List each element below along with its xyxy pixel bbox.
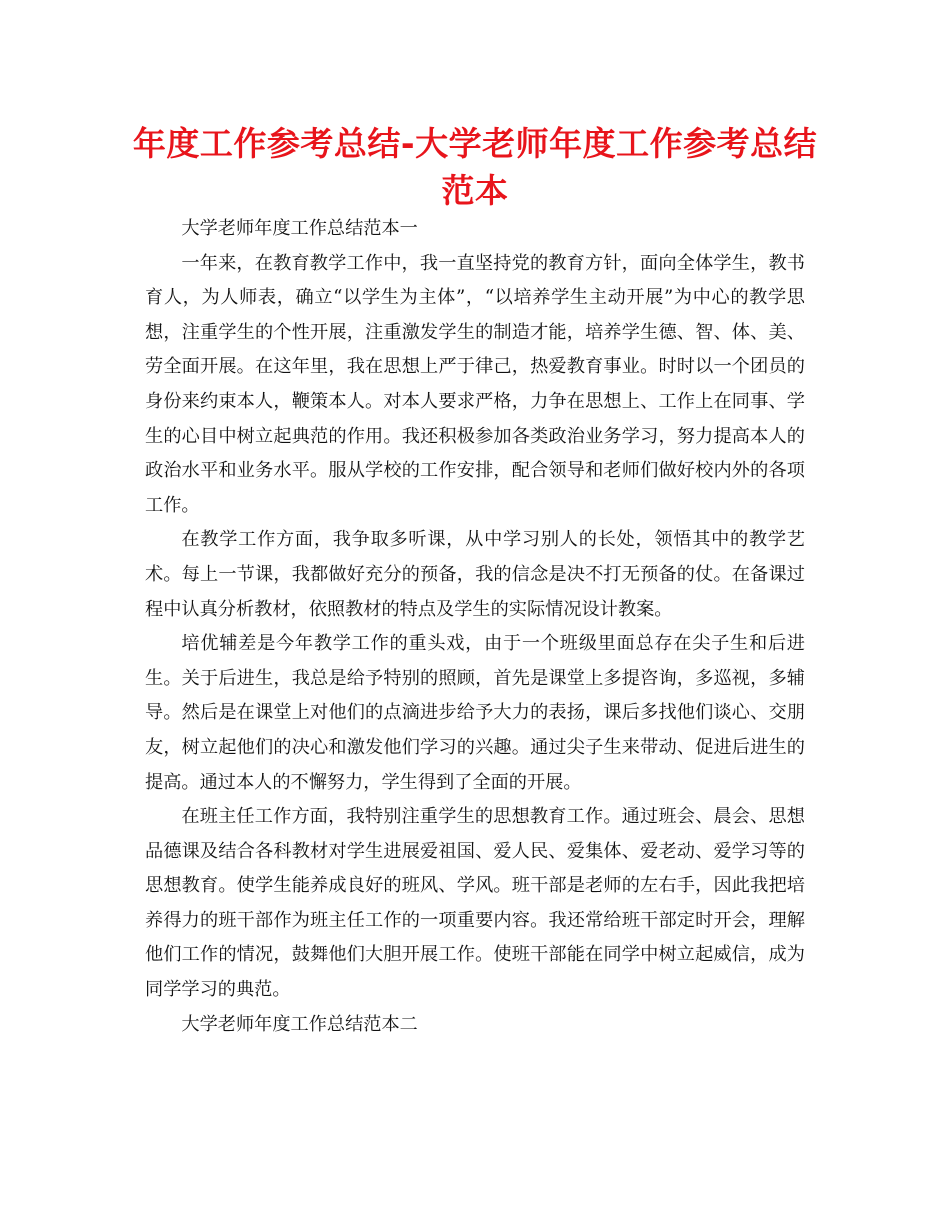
body-paragraph: 在班主任工作方面，我特别注重学生的思想教育工作。通过班会、晨会、思想品德课及结合各科教材对学生进展爱祖国、爱人民、爱集体、爱老动、爱学习等的思想教育。使学生能养成良好的班风、学风。班干部是老师的左右手，因此我把培养得力的班干部作为班主任工作的一项重要内容。我还常给班干部定时开会，理解他们工作的情况，鼓舞他们大胆开展工作。使班干部能在同学中树立起威信，成为同学学习的典范。	[145, 806, 805, 1001]
document-title: 年度工作参考总结-大学老师年度工作参考总结范本	[132, 124, 818, 210]
section-heading-2: 大学老师年度工作总结范本二	[181, 1013, 418, 1035]
body-paragraph: 在教学工作方面，我争取多听课，从中学习别人的长处，领悟其中的教学艺术。每上一节课，我都做好充分的预备，我的信念是决不打无预备的仗。在备课过程中认真分析教材，依照教材的特点及学生的实际情况设计教案。	[145, 529, 805, 620]
body-paragraph: 一年来，在教育教学工作中，我一直坚持党的教育方针，面向全体学生，教书育人，为人师表，确立“以学生为主体”，“以培养学生主动开展”为中心的教学思想，注重学生的个性开展，注重激发学生的制造才能，培养学生德、智、体、美、劳全面开展。在这年里，我在思想上严于律己，热爱教育事业。时时以一个团员的身份来约束本人，鞭策本人。对本人要求严格，力争在思想上、工作上在同事、学生的心目中树立起典范的作用。我还积极参加各类政治业务学习，努力提高本人的政治水平和业务水平。服从学校的工作安排，配合领导和老师们做好校内外的各项工作。	[145, 252, 805, 516]
section-heading-1: 大学老师年度工作总结范本一	[181, 218, 418, 239]
body-paragraph: 培优辅差是今年教学工作的重头戏，由于一个班级里面总存在尖子生和后进生。关于后进生，我总是给予特别的照顾，首先是课堂上多提咨询，多巡视，多辅导。然后是在课堂上对他们的点滴进步给予大力的表扬，课后多找他们谈心、交朋友，树立起他们的决心和激发他们学习的兴趣。通过尖子生来带动、促进后进生的提高。通过本人的不懈努力，学生得到了全面的开展。	[145, 633, 805, 793]
document-body	[145, 212, 805, 1042]
